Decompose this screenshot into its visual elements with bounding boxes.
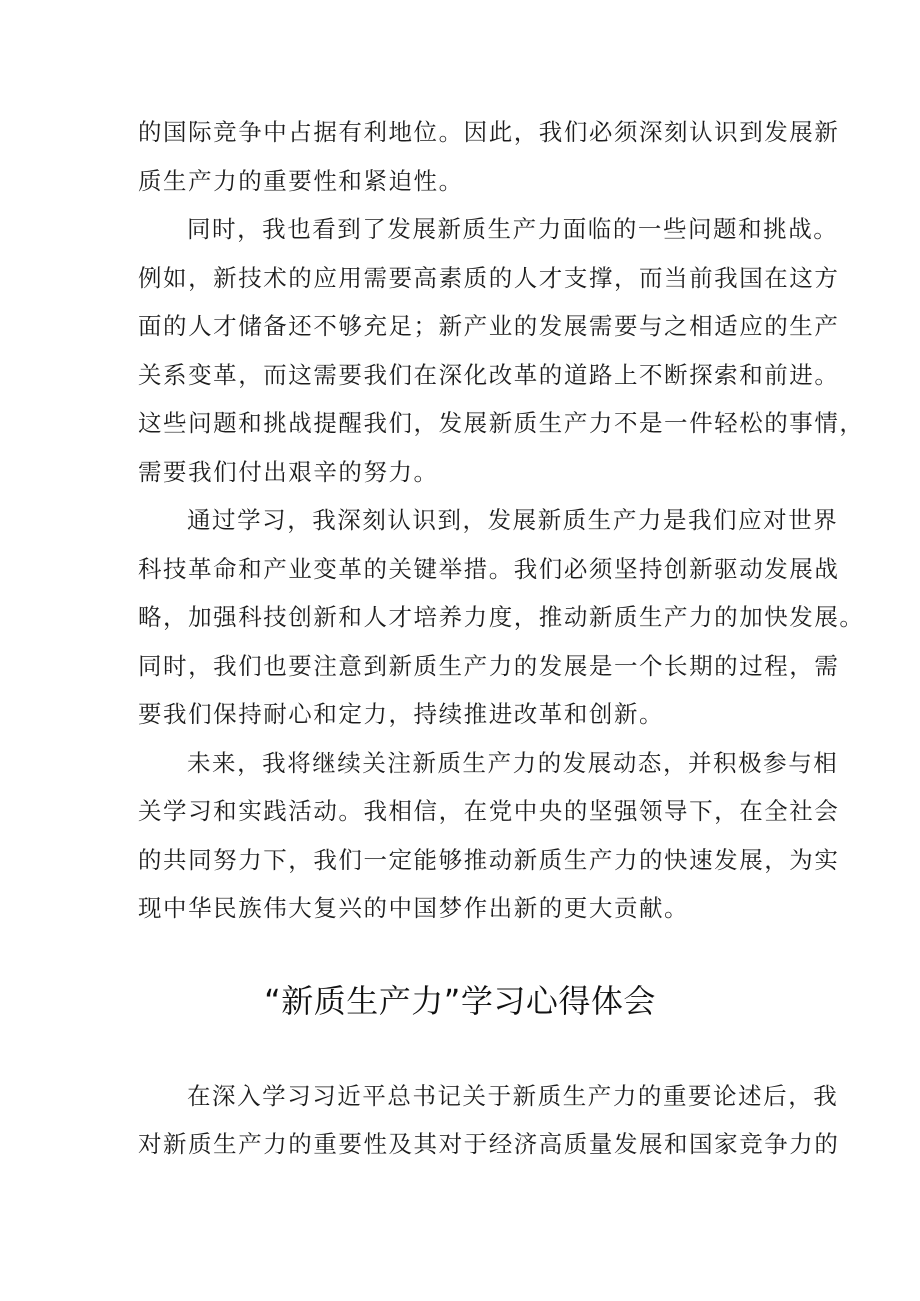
- section-heading: “新质生产力”学习心得体会: [264, 982, 656, 1020]
- text-line: 面的人才储备还不够充足；新产业的发展需要与之相适应的生产: [138, 312, 840, 340]
- text-line: 关系变革，而这需要我们在深化改革的道路上不断探索和前进。: [138, 361, 840, 389]
- text-line: 通过学习，我深刻认识到，发展新质生产力是我们应对世界: [187, 506, 839, 534]
- text-line: 要我们保持耐心和定力，持续推进改革和创新。: [138, 700, 665, 728]
- text-line: 例如，新技术的应用需要高素质的人才支撑，而当前我国在这方: [138, 264, 840, 292]
- text-line: 现中华民族伟大复兴的中国梦作出新的更大贡献。: [138, 894, 690, 922]
- text-line: 关学习和实践活动。我相信，在党中央的坚强领导下，在全社会: [138, 797, 840, 825]
- text-line: 的国际竞争中占据有利地位。因此，我们必须深刻认识到发展新: [138, 118, 840, 146]
- text-line: 略，加强科技创新和人才培养力度，推动新质生产力的加快发展。: [138, 603, 865, 631]
- text-line: 质生产力的重要性和紧迫性。: [138, 167, 464, 195]
- text-line: 对新质生产力的重要性及其对于经济高质量发展和国家竞争力的: [138, 1130, 840, 1158]
- text-line: 同时，我也看到了发展新质生产力面临的一些问题和挑战。: [187, 215, 839, 243]
- text-line: 同时，我们也要注意到新质生产力的发展是一个长期的过程，需: [138, 652, 840, 680]
- text-line: 这些问题和挑战提醒我们，发展新质生产力不是一件轻松的事情，: [138, 409, 865, 437]
- text-line: 的共同努力下，我们一定能够推动新质生产力的快速发展，为实: [138, 846, 840, 874]
- text-line: 未来，我将继续关注新质生产力的发展动态，并积极参与相: [187, 749, 839, 777]
- text-line: 需要我们付出艰辛的努力。: [138, 458, 439, 486]
- text-line: 科技革命和产业变革的关键举措。我们必须坚持创新驱动发展战: [138, 555, 840, 583]
- text-line: 在深入学习习近平总书记关于新质生产力的重要论述后，我: [187, 1082, 839, 1110]
